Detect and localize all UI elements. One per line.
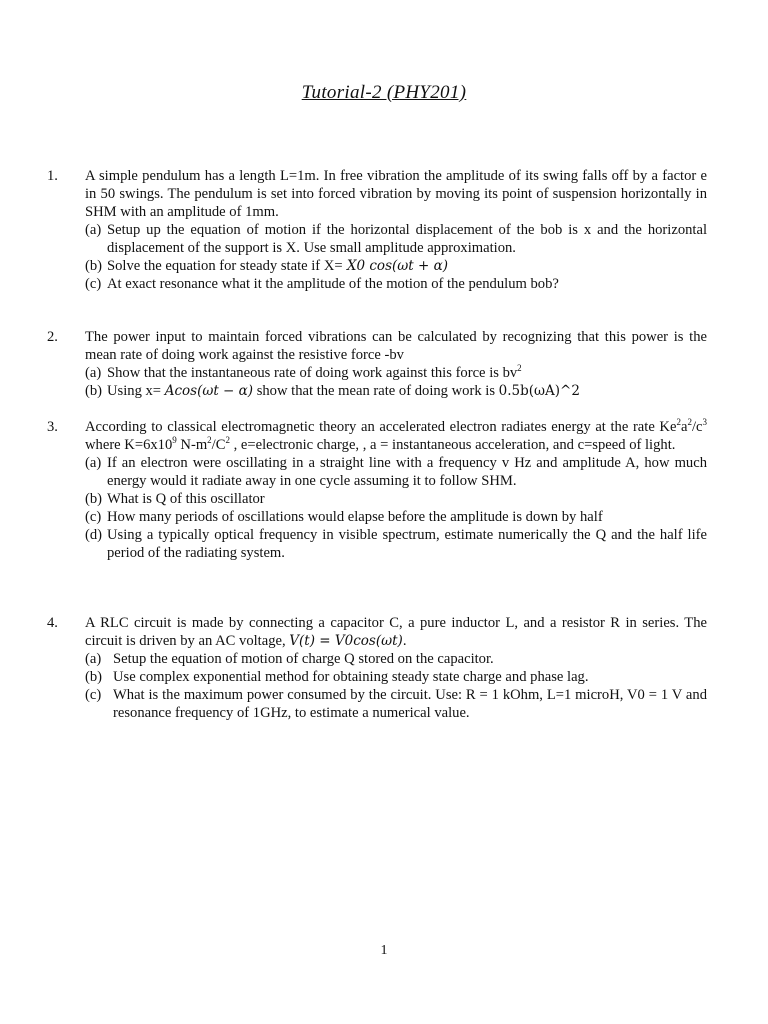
question-part xyxy=(85,364,707,382)
question-part xyxy=(85,686,707,722)
question-part xyxy=(85,490,707,508)
page-title: Tutorial-2 (PHY201) xyxy=(301,82,467,103)
part-label: (c) xyxy=(85,687,102,703)
part-text: What is Q of this oscillator xyxy=(107,491,265,507)
question-part xyxy=(85,257,707,275)
question-part xyxy=(85,275,707,293)
question-stem: The power input to maintain forced vibrations can be calculated by recognizing that this power is the mean rate of doing work against the resistive force -bv xyxy=(85,329,707,363)
part-label: (a) xyxy=(85,651,102,667)
part-text: Using a typically optical frequency in visible spectrum, estimate numerically the Q and the half life period of the radiating system. xyxy=(107,527,707,561)
question-number: 2. xyxy=(47,329,58,345)
equation: Acos(ωt − α) xyxy=(164,383,254,399)
equation: X0 cos(ωt + α) xyxy=(342,258,448,274)
part-label: (b) xyxy=(85,491,103,507)
question-part xyxy=(85,508,707,526)
question-2 xyxy=(47,328,707,400)
question-number: 3. xyxy=(47,419,58,435)
equation: V(t) = V0cos(ωt) xyxy=(289,633,403,649)
part-label: (b) xyxy=(85,669,103,685)
part-text: Solve the equation for steady state if X= xyxy=(107,258,343,274)
part-label: (c) xyxy=(85,276,102,292)
part-text: What is the maximum power consumed by the circuit. Use: R = 1 kOhm, L=1 microH, V0 = 1 V and resonance frequency of 1GHz, to estimate a numerical value. xyxy=(113,687,707,721)
question-1 xyxy=(47,167,707,293)
part-text: Use complex exponential method for obtaining steady state charge and phase lag. xyxy=(113,669,589,685)
question-part xyxy=(85,668,707,686)
question-stem: A RLC circuit is made by connecting a capacitor C, a pure inductor L, and a resistor R in series. The circuit is driven by an AC voltage, V(t) = V0cos(ωt). xyxy=(85,615,707,649)
part-label: (a) xyxy=(85,222,102,238)
equation: 0.5b(ωA)^2 xyxy=(498,383,580,399)
part-text: Using x= xyxy=(107,383,165,399)
superscript: 2 xyxy=(517,363,522,373)
part-label: (a) xyxy=(85,365,102,381)
part-label: (b) xyxy=(85,258,103,274)
part-text: Show that the instantaneous rate of doing work against this force is bv xyxy=(107,365,518,381)
part-text: Setup the equation of motion of charge Q stored on the capacitor. xyxy=(113,651,494,667)
question-number: 1. xyxy=(47,168,58,184)
question-part xyxy=(85,382,707,400)
part-text: At exact resonance what it the amplitude of the motion of the pendulum bob? xyxy=(107,276,559,292)
part-label: (d) xyxy=(85,527,103,543)
question-3 xyxy=(47,418,707,562)
page-number: 1 xyxy=(380,943,388,958)
question-part xyxy=(85,526,707,562)
question-stem: A simple pendulum has a length L=1m. In free vibration the amplitude of its swing falls off by a factor e in 50 swings. The pendulum is set into forced vibration by moving its point of suspension horizontally in SHM with an amplitude of 1mm. xyxy=(85,168,707,220)
question-stem: According to classical electromagnetic theory an accelerated electron radiates energy at the rate $Ke^2a^2/c^3$ where $K=6x10^9$ $N-m^2/C^2$ , e=electronic charge, , a = instantaneous acceleration, and c=speed of light. xyxy=(85,417,707,453)
question-part xyxy=(85,650,707,668)
question-number: 4. xyxy=(47,615,58,631)
part-text: How many periods of oscillations would elapse before the amplitude is down by half xyxy=(107,509,603,525)
part-label: (c) xyxy=(85,509,102,525)
part-text: Setup up the equation of motion if the horizontal displacement of the bob is x and the horizontal displacement of the support is X. Use small amplitude approximation. xyxy=(107,222,707,256)
question-part xyxy=(85,454,707,490)
part-text: If an electron were oscillating in a straight line with a frequency v Hz and amplitude A, how much energy would it radiate away in one cycle assuming it to follow SHM. xyxy=(107,455,707,489)
part-text: show that the mean rate of doing work is xyxy=(253,383,499,399)
part-label: (a) xyxy=(85,455,102,471)
question-part xyxy=(85,221,707,257)
question-4 xyxy=(47,614,707,722)
part-label: (b) xyxy=(85,383,103,399)
